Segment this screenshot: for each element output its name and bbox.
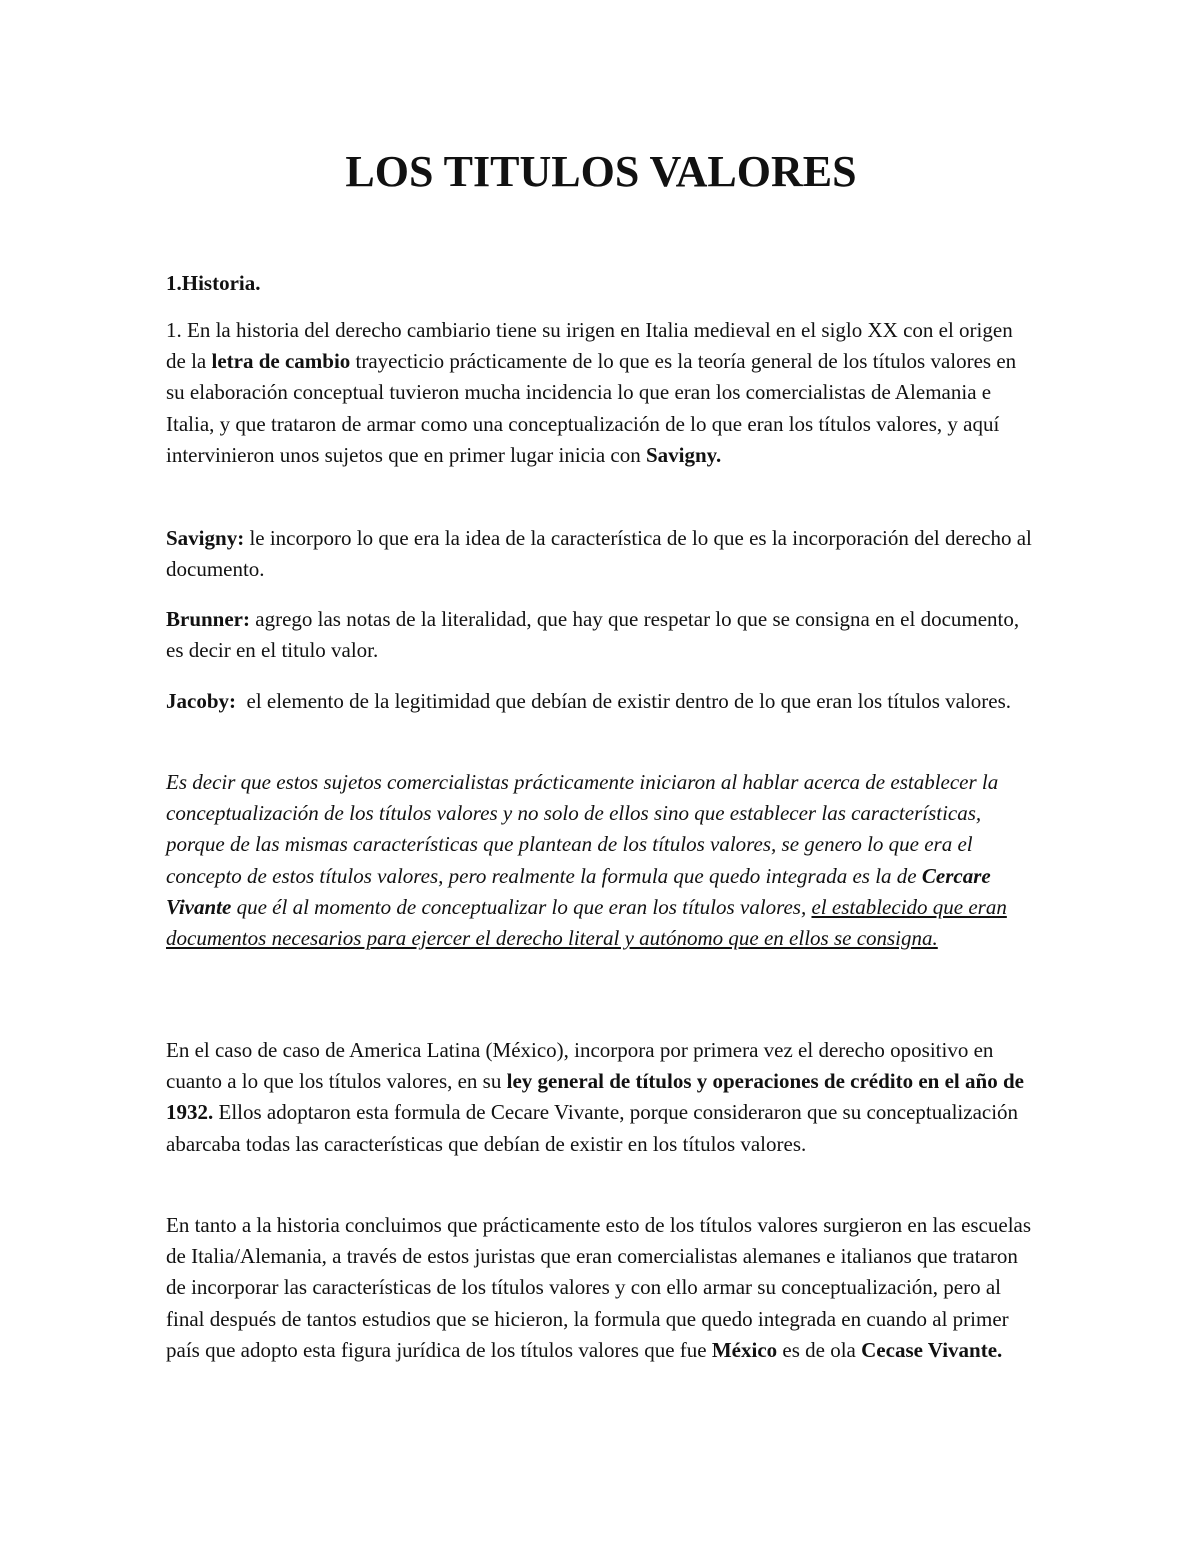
text-run: es de ola [777,1337,862,1362]
text-run: Ellos adoptaron esta formula de Cecare Vivante, porque consideraron que su conceptualización abarcaba todas las características que debían de existir en los títulos valores. [166,1100,1019,1156]
bold-label-savigny: Savigny: [166,526,245,550]
text-run: agrego las notas de la literalidad, que hay que respetar lo que se consigna en el documento, es decir en el titulo valor. [166,607,1020,663]
bold-term-letra-de-cambio: letra de cambio [211,349,351,374]
paragraph-brunner [166,604,1036,666]
text-run: trayecticio prácticamente de lo que es la teoría general de los títulos valores en su elaboración conceptual tuvieron mucha incidencia lo que eran los comercialistas de Alemania e Italia, y que trataron de armar como una conceptualización de lo que eran los títulos valores, y aquí intervinieron unos sujetos que en primer lugar inicia con [166,349,1017,467]
bold-term-cecase-vivante: Cecase Vivante. [861,1337,1003,1362]
text-run: Es decir que estos sujetos comercialistas prácticamente iniciaron al hablar acerca de establecer la conceptualización de los títulos valores y no solo de ellos sino que establecer las características, porque de las mismas características que plantean de los títulos valores, se genero lo que era el concepto de estos títulos valores, pero realmente la formula que quedo integrada es la de [166,770,999,888]
paragraph-savigny [166,523,1036,585]
bold-term-cercare-vivante: Cercare Vivante [166,863,991,919]
text-run: En tanto a la historia concluimos que prácticamente esto de los títulos valores surgieron en las escuelas de Italia/Alemania, a través de estos juristas que eran comercialistas alemanes e italianos que trataron de incorporar las características de los títulos valores y con ello armar su conceptualización, pero al final después de tantos estudios que se hicieron, la formula que quedo integrada en cuando al primer país que adopto esta figura jurídica de los títulos valores que fue [166,1213,1032,1362]
text-run: que él al momento de conceptualizar lo que eran los títulos valores, [231,894,812,919]
text-run: En el caso de caso de America Latina (México), incorpora por primera vez el derecho opositivo en cuanto a lo que los títulos valores, en su [166,1038,994,1094]
section-heading: 1.Historia. [166,271,261,295]
bold-label-jacoby: Jacoby: [166,689,236,713]
bold-label-brunner: Brunner: [166,607,250,631]
underlined-definition: el establecido que eran documentos necesarios para ejercer el derecho literal y autónomo que en ellos se consigna. [166,894,1007,951]
bold-term-mexico: México [711,1337,778,1362]
text-run: 1. En la historia del derecho cambiario tiene su irigen en Italia medieval en el siglo XX con el origen de la [166,318,1013,374]
bold-term-ley-general: ley general de títulos y operaciones de crédito en el año de 1932. [166,1069,1024,1125]
text-run: el elemento de la legitimidad que debían de existir dentro de lo que eran los títulos valores. [236,689,1012,713]
document-title: LOS TITULOS VALORES [345,147,857,196]
paragraph-summary-italic [166,767,1036,954]
paragraph-history-intro [166,315,1036,471]
text-run: le incorporo lo que era la idea de la característica de lo que es la incorporación del derecho al documento. [166,526,1032,582]
paragraph-jacoby [166,686,1036,717]
bold-term-savigny: Savigny. [645,442,722,467]
paragraph-latin-america [166,1035,1036,1160]
paragraph-conclusion [166,1210,1036,1366]
